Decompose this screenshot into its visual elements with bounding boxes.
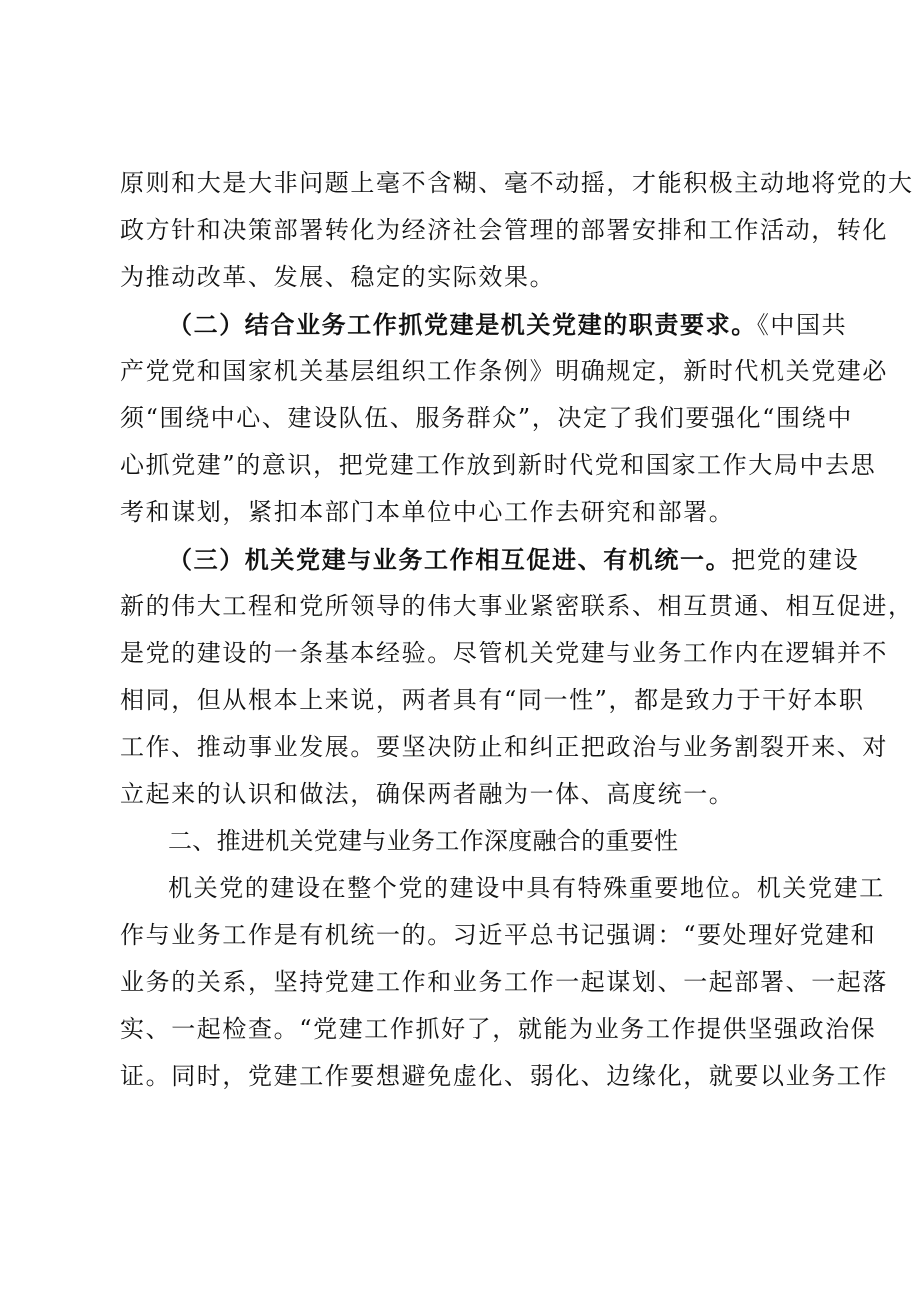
section-heading: 二、推进机关党建与业务工作深度融合的重要性 <box>168 827 679 855</box>
paragraph-line: 产党党和国家机关基层组织工作条例》明确规定，新时代机关党建必 <box>120 357 888 385</box>
paragraph-line: 机关党的建设在整个党的建设中具有特殊重要地位。机关党建工 <box>168 874 885 902</box>
paragraph-line: 心抓党建”的意识，把党建工作放到新时代党和国家工作大局中去思 <box>120 451 877 479</box>
paragraph-line: 原则和大是大非问题上毫不含糊、毫不动摇，才能积极主动地将党的大 <box>120 169 914 197</box>
section-2-title: （二）结合业务工作抓党建是机关党建的职责要求。 <box>168 310 757 339</box>
paragraph-line: 为推动改革、发展、稳定的实际效果。 <box>120 263 556 291</box>
paragraph-line: 是党的建设的一条基本经验。尽管机关党建与业务工作内在逻辑并不 <box>120 639 888 667</box>
paragraph-line: 作与业务工作是有机统一的。习近平总书记强调：“要处理好党建和 <box>120 921 877 949</box>
section-3-first-line <box>120 536 860 583</box>
paragraph-line: 政方针和决策部署转化为经济社会管理的部署安排和工作活动，转化 <box>120 216 888 244</box>
section-3-title: （三）机关党建与业务工作相互促进、有机统一。 <box>168 545 732 574</box>
paragraph-line: 工作、推动事业发展。要坚决防止和纠正把政治与业务割裂开来、对 <box>120 733 888 761</box>
document-body <box>120 160 914 1100</box>
paragraph-line: 实、一起检查。“党建工作抓好了，就能为业务工作提供坚强政治保 <box>120 1015 877 1043</box>
section-2-first-line <box>120 301 848 348</box>
paragraph-line: 证。同时，党建工作要想避免虚化、弱化、边缘化，就要以业务工作 <box>120 1062 888 1090</box>
section-3-text: 把党的建设 <box>731 546 860 574</box>
paragraph-line: 业务的关系，坚持党建工作和业务工作一起谋划、一起部署、一起落 <box>120 968 888 996</box>
paragraph-line: 新的伟大工程和党所领导的伟大事业紧密联系、相互贯通、相互促进， <box>120 592 914 620</box>
paragraph-line: 立起来的认识和做法，确保两者融为一体、高度统一。 <box>120 780 735 808</box>
section-2-text: 《中国共 <box>756 311 848 339</box>
paragraph-line: 相同，但从根本上来说，两者具有“同一性”，都是致力于干好本职 <box>120 686 865 714</box>
paragraph-line: 考和谋划，紧扣本部门本单位中心工作去研究和部署。 <box>120 498 735 526</box>
paragraph-line: 须“围绕中心、建设队伍、服务群众”，决定了我们要强化“围绕中 <box>120 404 853 432</box>
